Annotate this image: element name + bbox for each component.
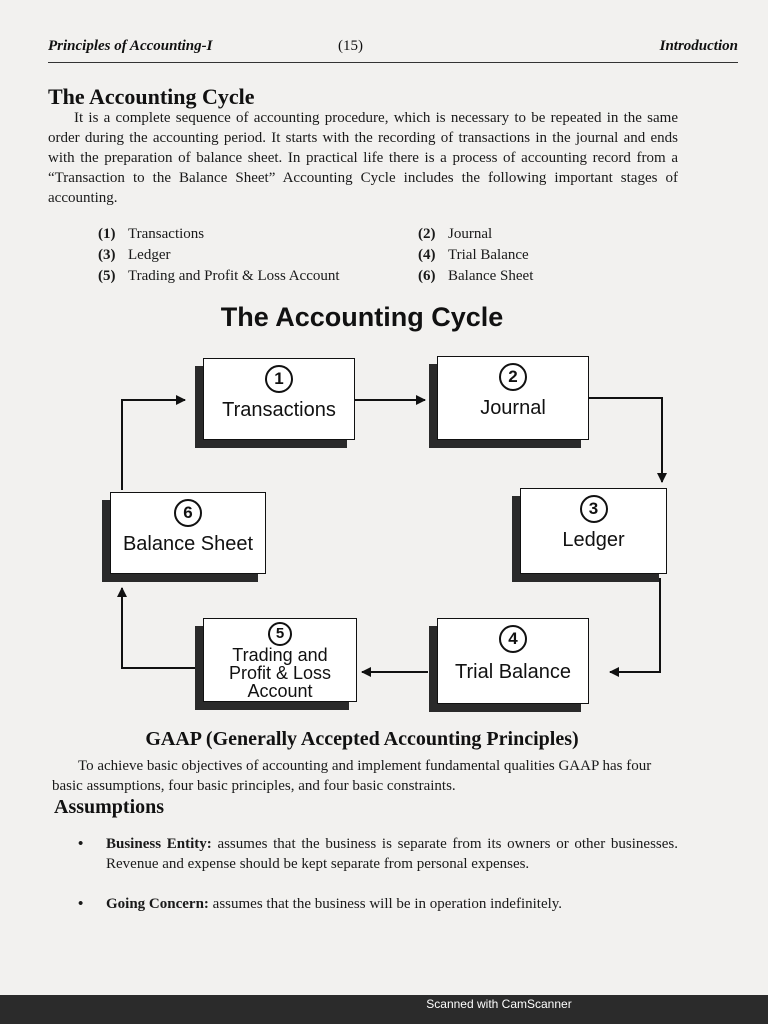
box-label: Journal [480, 397, 546, 419]
step-number: 2 [499, 363, 527, 391]
gaap-title: GAAP (Generally Accepted Accounting Principles) [145, 728, 579, 750]
box-label: Transactions [222, 399, 336, 421]
header-page-number: (15) [338, 38, 363, 54]
gaap-paragraph [52, 756, 674, 796]
cycle-box-balance-sheet [110, 492, 266, 574]
arrow-6-to-1 [122, 400, 185, 490]
stage-item: (3) Ledger [98, 247, 171, 263]
diagram-title: The Accounting Cycle [220, 302, 504, 332]
step-number: 5 [268, 622, 292, 646]
header-book-title: Principles of Accounting-I [48, 38, 213, 54]
cycle-box-journal [437, 356, 589, 440]
arrow-3-to-4 [610, 578, 660, 672]
cycle-box-trading-pl [203, 618, 357, 702]
box-label: Balance Sheet [122, 533, 254, 555]
box-label-line: Profit & Loss [228, 663, 332, 683]
assumption-text: assumes that the business is separate from its owners or other businesses. Revenue and expense should be kept separate from personal expenses. [106, 836, 678, 872]
gaap-text: To achieve basic objectives of accounting and implement fundamental qualities GAAP has four basic assumptions, four basic principles, and four basic constraints. [52, 758, 652, 794]
assumptions-title: Assumptions [54, 796, 165, 818]
assumption-item [78, 834, 678, 874]
arrow-2-to-3 [585, 398, 662, 482]
scanner-watermark: Scanned with CamScanner [426, 997, 572, 1011]
step-number: 6 [174, 499, 202, 527]
cycle-box-transactions [203, 358, 355, 440]
step-number: 4 [499, 625, 527, 653]
stage-item: (5) Trading and Profit & Loss Account [98, 268, 340, 284]
stage-item: (2) Journal [418, 226, 493, 242]
stage-item: (1) Transactions [98, 226, 205, 242]
arrow-5-to-6 [122, 588, 195, 668]
intro-text: It is a complete sequence of accounting procedure, which is necessary to be repeated in the same order during the accounting period. It starts with the recording of transactions in the journal and ends with the preparation of balance sheet. In practical life there is a process of accounting record from a “Transaction to the Balance Sheet” Accounting Cycle includes the following important stages of accounting. [48, 110, 678, 206]
cycle-box-ledger [520, 488, 667, 574]
step-number: 1 [265, 365, 293, 393]
stage-item: (6) Balance Sheet [418, 268, 534, 284]
step-number: 3 [580, 495, 608, 523]
box-label: Trial Balance [455, 661, 571, 683]
section-title: The Accounting Cycle [48, 84, 255, 109]
box-label-line: Trading and [232, 645, 328, 665]
stage-item: (4) Trial Balance [418, 247, 529, 263]
bullet: • [78, 896, 84, 912]
cycle-box-trial-balance [437, 618, 589, 704]
assumption-term: Going Concern: [106, 896, 209, 912]
box-label: Ledger [562, 529, 625, 551]
assumption-term: Business Entity: [106, 836, 212, 852]
bullet: • [78, 836, 84, 852]
header-chapter: Introduction [659, 38, 738, 54]
box-label-line: Account [247, 681, 313, 701]
assumption-item [78, 894, 678, 914]
assumption-text: assumes that the business will be in operation indefinitely. [212, 896, 563, 912]
